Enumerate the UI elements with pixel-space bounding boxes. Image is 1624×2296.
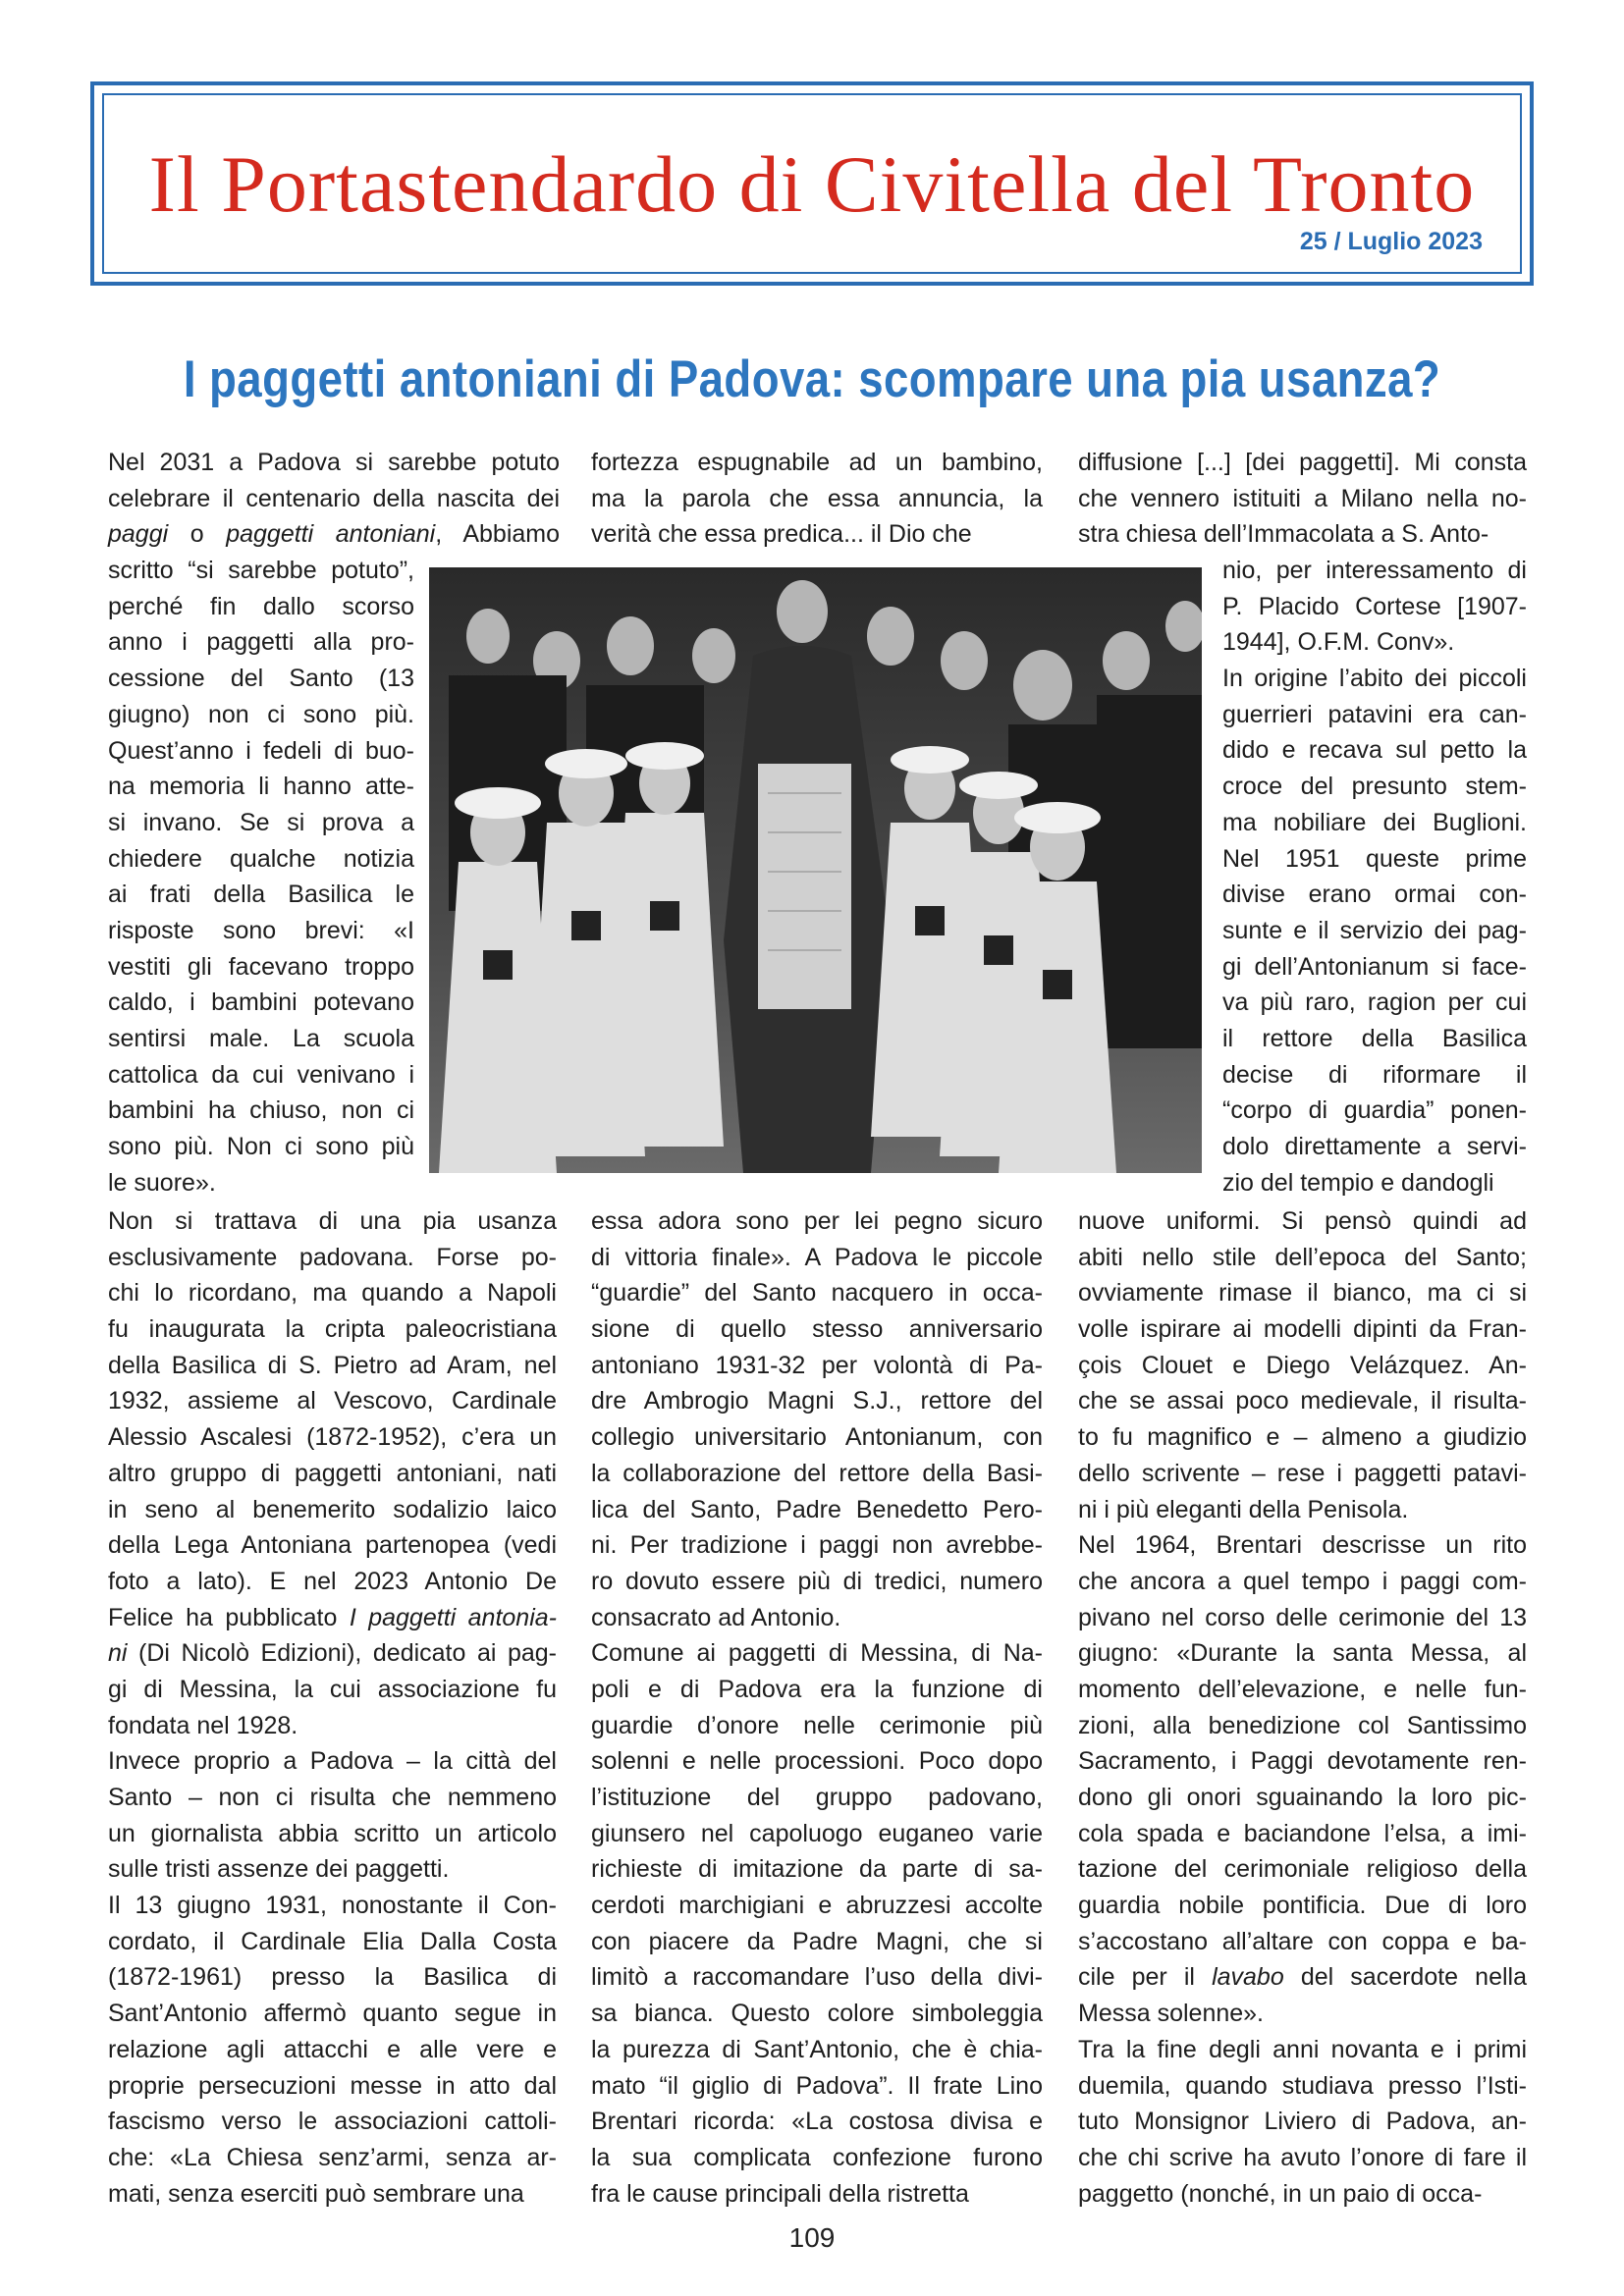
text-line: sione di quello stesso anniversario — [591, 1315, 1043, 1344]
text-line: che vennero istituiti a Milano nella no- — [1078, 484, 1527, 512]
text-line: ni. Per tradizione i paggi non avrebbe- — [591, 1531, 1043, 1560]
text-line: vestiti gli facevano troppo — [108, 952, 414, 981]
text-line: chi lo ricordano, ma quando a Napoli — [108, 1279, 557, 1308]
text-line: bambini ha chiuso, non ci — [108, 1096, 414, 1125]
text-line: 1932, assieme al Vescovo, Cardinale — [108, 1387, 557, 1415]
text-line: solenni e nelle processioni. Poco dopo — [591, 1747, 1043, 1776]
text-line: si invano. Se si prova a — [108, 808, 414, 836]
text-line: gi di Messina, la cui associazione fu — [108, 1675, 557, 1703]
text-line: la purezza di Sant’Antonio, che è chia- — [591, 2035, 1043, 2063]
text-line: con piacere da Padre Magni, che si — [591, 1927, 1043, 1955]
text-line: perché fin dallo scorso — [108, 592, 414, 620]
text-line: Il 13 giugno 1931, nonostante il Con- — [108, 1892, 557, 1920]
text-line: pivano nel corso delle cerimonie del 13 — [1078, 1603, 1527, 1631]
text-line: sa bianca. Questo colore simboleggia — [591, 2000, 1043, 2028]
text-line: Comune ai paggetti di Messina, di Na- — [591, 1639, 1043, 1668]
text-line: “guardie” del Santo nacquero in occa- — [591, 1279, 1043, 1308]
text-line: dido e recava sul petto la — [1222, 736, 1527, 765]
text-line: della Lega Antoniana partenopea (vedi — [108, 1531, 557, 1560]
text-line: diffusione [...] [dei paggetti]. Mi consta — [1078, 449, 1527, 476]
text-line: fra le cause principali della ristretta — [591, 2179, 969, 2208]
text-line: Felice ha pubblicato I paggetti antonia- — [108, 1603, 557, 1631]
text-line: In origine l’abito dei piccoli — [1222, 665, 1527, 693]
text-line: mato “il giglio di Padova”. Il frate Lino — [591, 2071, 1043, 2100]
column-2-top-text — [591, 445, 1043, 553]
text-line: altro gruppo di paggetti antoniani, nati — [108, 1459, 557, 1487]
masthead-inner-frame — [102, 93, 1522, 274]
text-line: paggi o paggetti antoniani, Abbiamo — [108, 520, 561, 549]
text-line: ovviamente rimase il bianco, ma ci si — [1078, 1279, 1527, 1308]
text-line: cola spada e baciandone l’elsa, a imi- — [1078, 1819, 1527, 1847]
text-line: gi dell’Antonianum si face- — [1222, 952, 1527, 981]
text-line: poli e di Padova era la funzione di — [591, 1675, 1043, 1703]
text-line: na memoria li hanno atte- — [108, 773, 414, 801]
text-line: Santo – non ci risulta che nemmeno — [108, 1784, 557, 1811]
text-line: nio, per interessamento di — [1222, 557, 1527, 584]
text-line: tazione del cerimoniale religioso della — [1078, 1855, 1527, 1884]
text-line: caldo, i bambini potevano — [108, 988, 414, 1017]
text-line: ai frati della Basilica le — [108, 881, 414, 909]
text-line: Nel 2031 a Padova si sarebbe potuto — [108, 449, 560, 476]
text-line: ma la parola che essa annuncia, la — [591, 484, 1043, 512]
text-line: che chi scrive ha avuto l’onore di fare il — [1078, 2143, 1527, 2171]
text-line: foto a lato). E nel 2023 Antonio De — [108, 1567, 557, 1595]
text-line: sunte e il servizio dei pag- — [1222, 916, 1527, 944]
text-line: fortezza espugnabile ad un bambino, — [591, 449, 1043, 476]
text-line: sentirsi male. La scuola — [108, 1025, 414, 1052]
text-line: Nel 1951 queste prime — [1222, 844, 1527, 873]
text-line: esclusivamente padovana. Forse po- — [108, 1243, 557, 1271]
text-line: fu inaugurata la cripta paleocristiana — [108, 1315, 557, 1344]
text-line: che ancora a quel tempo i paggi com- — [1078, 1567, 1527, 1595]
text-line: antoniano 1931-32 per volontà di Pa- — [591, 1351, 1043, 1379]
text-line: anno i paggetti alla pro- — [108, 628, 414, 657]
text-line: sulle tristi assenze dei paggetti. — [108, 1855, 450, 1884]
masthead-title: Il Portastendardo di Civitella del Tronto — [148, 139, 1476, 229]
text-line: ro dovuto essere più di tredici, numero — [591, 1567, 1043, 1595]
text-line: Messa solenne». — [1078, 2000, 1265, 2028]
text-line: le suore». — [108, 1168, 216, 1197]
text-line: fondata nel 1928. — [108, 1711, 298, 1739]
text-line: giugno: «Durante la santa Messa, al — [1078, 1639, 1527, 1668]
text-line: cordato, il Cardinale Elia Dalla Costa — [108, 1927, 557, 1955]
text-line: limitò a raccomandare l’uso della divi- — [591, 1963, 1043, 1992]
text-line: volle ispirare ai modelli dipinti da Fran- — [1078, 1315, 1527, 1344]
text-line: dolo direttamente a servi- — [1222, 1133, 1527, 1160]
text-line: l’istituzione del gruppo padovano, — [591, 1784, 1043, 1811]
text-line: in seno al benemerito sodalizio laico — [108, 1495, 557, 1523]
text-line: Alessio Ascalesi (1872-1952), c’era un — [108, 1423, 557, 1452]
text-line: celebrare il centenario della nascita dei — [108, 484, 560, 512]
text-line: guardie d’onore nelle cerimonie più — [591, 1711, 1043, 1739]
page-number: 109 — [788, 2222, 836, 2253]
text-line: divise erano ormai con- — [1222, 881, 1527, 909]
column-1-bottom-text — [108, 1203, 557, 2212]
text-line: Invece proprio a Padova – la città del — [108, 1747, 557, 1776]
text-line: s’accostano all’altare con coppa e ba- — [1078, 1927, 1527, 1955]
text-line: chiedere qualche notizia — [108, 844, 414, 873]
text-line: 1944], O.F.M. Conv». — [1222, 628, 1455, 657]
text-line: scritto “si sarebbe potuto”, — [108, 557, 414, 585]
text-line: ni (Di Nicolò Edizioni), dedicato ai pag- — [108, 1639, 557, 1668]
text-line: relazione agli attacchi e alle vere e — [108, 2035, 557, 2063]
text-line: “corpo di guardia” ponen- — [1222, 1096, 1527, 1125]
text-line: cessione del Santo (13 — [108, 665, 414, 693]
text-line: collegio universitario Antonianum, con — [591, 1423, 1043, 1452]
text-line: dello scrivente – rese i paggetti patavi- — [1078, 1459, 1527, 1487]
column-3-top-text — [1078, 445, 1527, 553]
text-line: verità che essa predica... il Dio che — [591, 520, 972, 549]
text-line: Brentari ricorda: «La costosa divisa e — [591, 2108, 1043, 2136]
text-line: momento dell’elevazione, e nelle fun- — [1078, 1675, 1527, 1703]
text-line: la collaborazione del rettore della Basi- — [591, 1459, 1043, 1487]
text-line: sono più. Non ci sono più — [108, 1133, 414, 1161]
column-3-bottom-text — [1078, 1203, 1527, 2212]
text-line: tuto Monsignor Liviero di Padova, an- — [1078, 2108, 1527, 2136]
text-line: fascismo verso le associazioni cattoli- — [108, 2108, 557, 2136]
text-line: (1872-1961) presso la Basilica di — [108, 1963, 557, 1992]
text-line: che: «La Chiesa senz’armi, senza ar- — [108, 2143, 557, 2171]
text-line: Nel 1964, Brentari descrisse un rito — [1078, 1531, 1527, 1560]
text-line: va più raro, ragion per cui — [1222, 988, 1527, 1017]
text-line: risposte sono brevi: «I — [108, 916, 414, 944]
masthead-frame — [90, 81, 1534, 286]
text-line: proprie persecuzioni messe in atto dal — [108, 2071, 557, 2100]
text-line: duemila, quando studiava presso l’Isti- — [1078, 2071, 1527, 2100]
text-line: cile per il lavabo del sacerdote nella — [1078, 1963, 1528, 1992]
text-line: zioni, alla benedizione col Santissimo — [1078, 1711, 1527, 1739]
text-line: essa adora sono per lei pegno sicuro — [591, 1207, 1043, 1235]
photo-illustration — [429, 567, 1202, 1173]
text-line: Non si trattava di una pia usanza — [108, 1207, 557, 1235]
text-line: un giornalista abbia scritto un articolo — [108, 1819, 557, 1847]
text-line: il rettore della Basilica — [1222, 1024, 1527, 1052]
text-line: Quest’anno i fedeli di buo- — [108, 736, 414, 765]
text-line: zio del tempio e dandogli — [1222, 1168, 1494, 1197]
issue-date: 25 / Luglio 2023 — [1299, 228, 1483, 255]
text-line: çois Clouet e Diego Velázquez. An- — [1078, 1351, 1527, 1379]
text-line: abiti nello stile dell’epoca del Santo; — [1078, 1243, 1527, 1271]
text-line: che se assai poco medievale, il risulta- — [1078, 1387, 1527, 1415]
column-2-bottom-text — [591, 1203, 1043, 2212]
text-line: guardia nobile pontificia. Due di loro — [1078, 1892, 1527, 1920]
historic-group-photo — [429, 567, 1202, 1173]
text-line: mati, senza eserciti può sembrare una — [108, 2179, 524, 2208]
text-line: la sua complicata confezione furono — [591, 2143, 1043, 2171]
text-line: consacrato ad Antonio. — [591, 1603, 841, 1631]
text-line: della Basilica di S. Pietro ad Aram, nel — [108, 1351, 557, 1379]
text-line: giugno) non ci sono più. — [108, 700, 414, 728]
column-3-middle-text — [1222, 553, 1527, 1201]
text-line: lica del Santo, Padre Benedetto Pero- — [591, 1495, 1043, 1523]
article-title: I paggetti antoniani di Padova: scompare una pia usanza? — [183, 350, 1441, 408]
text-line: ma nobiliare dei Buglioni. — [1222, 808, 1527, 836]
text-line: to fu magnifico e – almeno a giudizio — [1078, 1423, 1527, 1452]
text-line: croce del presunto stem- — [1222, 773, 1527, 801]
text-line: cattolica da cui venivano i — [108, 1060, 414, 1089]
text-line: ni i più eleganti della Penisola. — [1078, 1495, 1409, 1523]
text-line: giunsero nel capoluogo euganeo varie — [591, 1819, 1043, 1847]
text-line: cerdoti marchigiani e abruzzesi accolte — [591, 1892, 1043, 1920]
text-line: stra chiesa dell’Immacolata a S. Anto- — [1078, 520, 1489, 549]
text-line: dono gli onori sguainando la loro pic- — [1078, 1784, 1527, 1811]
text-line: richieste di imitazione da parte di sa- — [591, 1855, 1043, 1884]
text-line: decise di riformare il — [1222, 1060, 1527, 1089]
text-line: guerrieri patavini era can- — [1222, 700, 1527, 728]
text-line: Sant’Antonio affermò quanto segue in — [108, 2000, 557, 2028]
text-line: Tra la fine degli anni novanta e i primi — [1078, 2035, 1527, 2063]
text-line: dre Ambrogio Magni S.J., rettore del — [591, 1387, 1043, 1415]
text-line: Sacramento, i Paggi devotamente ren- — [1078, 1747, 1527, 1776]
text-line: di vittoria finale». A Padova le piccole — [591, 1243, 1043, 1271]
text-line: paggetto (nonché, in un paio di occa- — [1078, 2179, 1483, 2208]
text-line: P. Placido Cortese [1907- — [1222, 592, 1527, 620]
text-line: nuove uniformi. Si pensò quindi ad — [1078, 1207, 1527, 1235]
